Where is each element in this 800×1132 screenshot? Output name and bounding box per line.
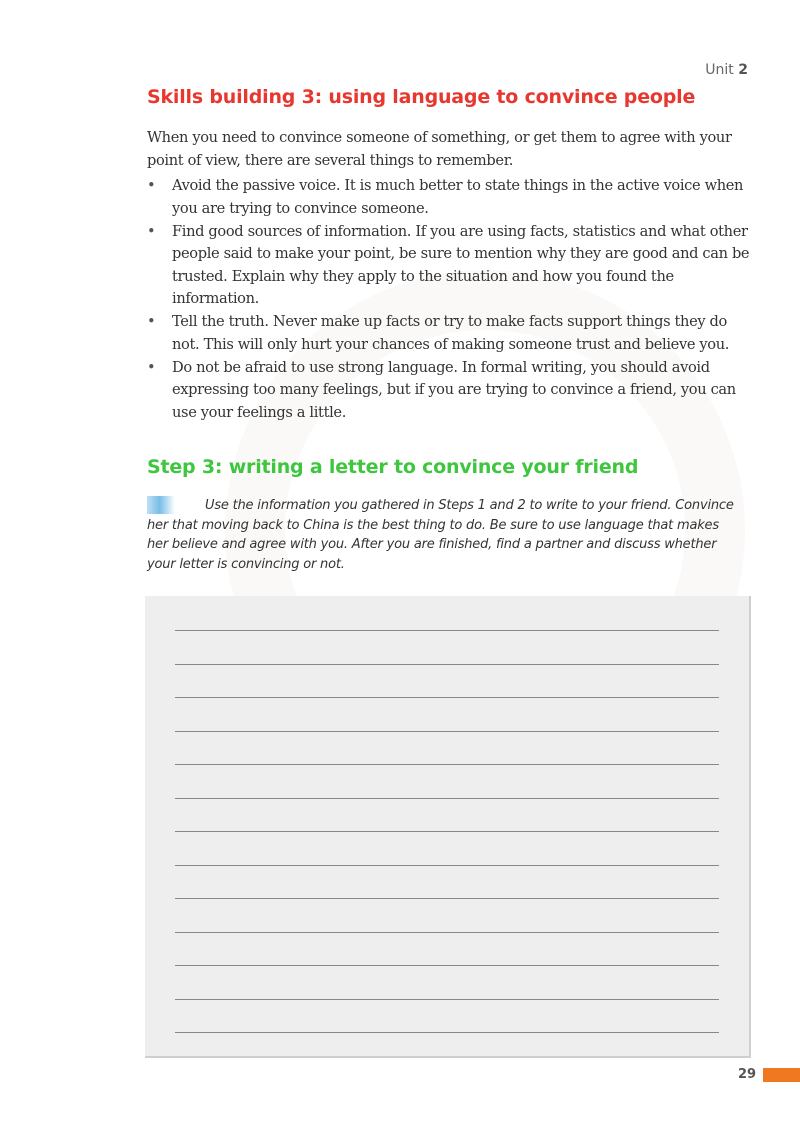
- list-item: • Tell the truth. Never make up facts or try to make facts support things they do not. This will only hurt your chances of making someone trust and believe you.: [147, 311, 757, 356]
- writing-line[interactable]: [175, 965, 719, 966]
- writing-line[interactable]: [175, 1032, 719, 1033]
- task-instruction: Use the information you gathered in Steps 1 and 2 to write to your friend. Convince her that moving back to China is the best thing to do. Be sure to use language that makes her believe and agree with you. After you are finished, find a partner and discuss whether your letter is convincing or not.: [147, 498, 734, 572]
- list-item: • Find good sources of information. If you are using facts, statistics and what other people said to make your point, be sure to mention why they are good and can be trusted. Explain why they apply to the situation and how you found the information.: [147, 221, 757, 311]
- writing-line[interactable]: [175, 697, 719, 698]
- writing-line[interactable]: [175, 898, 719, 899]
- unit-number: 2: [738, 62, 748, 78]
- writing-line[interactable]: [175, 630, 719, 631]
- tips-list: [147, 175, 757, 425]
- step-heading: Step 3: writing a letter to convince your friend: [147, 456, 639, 478]
- writing-line[interactable]: [175, 764, 719, 765]
- writing-line[interactable]: [175, 731, 719, 732]
- list-item: • Do not be afraid to use strong language. In formal writing, you should avoid expressing too many feelings, but if you are trying to convince a friend, you can use your feelings a little.: [147, 357, 757, 425]
- writing-area[interactable]: [145, 596, 751, 1058]
- unit-label: [705, 62, 748, 78]
- intro-paragraph: When you need to convince someone of something, or get them to agree with your point of view, there are several things to remember.: [147, 129, 732, 169]
- writing-line[interactable]: [175, 664, 719, 665]
- page-number: 29: [738, 1067, 757, 1082]
- writing-line[interactable]: [175, 831, 719, 832]
- unit-text: Unit: [705, 62, 734, 78]
- skills-heading: Skills building 3: using language to convince people: [147, 86, 696, 108]
- list-item: • Avoid the passive voice. It is much better to state things in the active voice when you are trying to convince someone.: [147, 175, 757, 220]
- writing-line[interactable]: [175, 932, 719, 933]
- page-tab-bar: [763, 1068, 800, 1082]
- writing-line[interactable]: [175, 865, 719, 866]
- writing-line[interactable]: [175, 798, 719, 799]
- writing-line[interactable]: [175, 999, 719, 1000]
